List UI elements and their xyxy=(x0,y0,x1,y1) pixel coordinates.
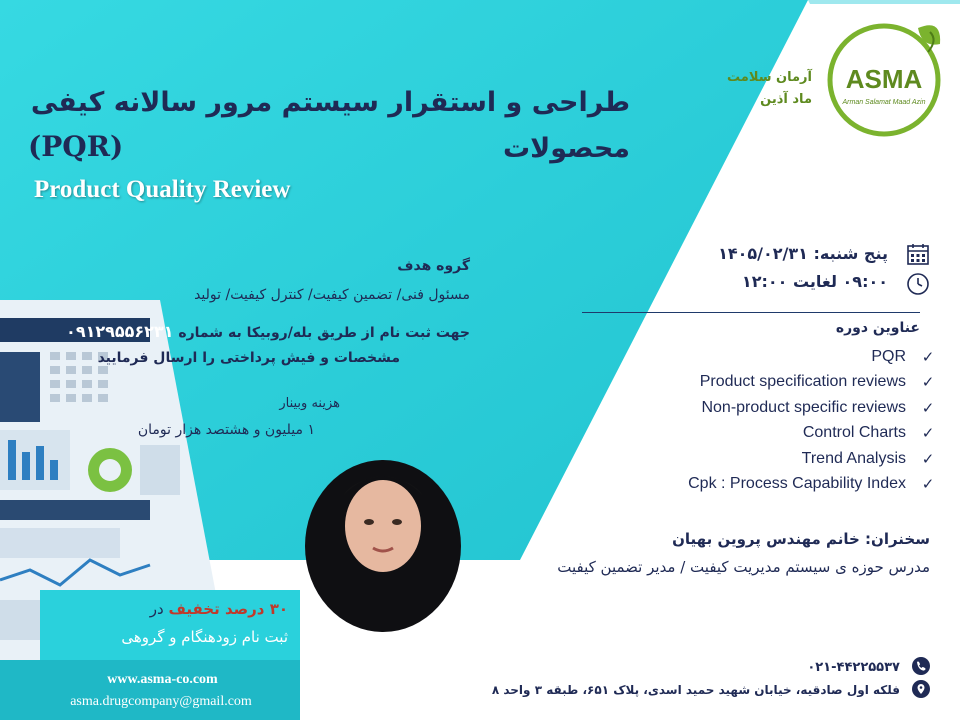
title-pqr: (PQR) xyxy=(28,130,124,163)
brand-name-line1: آرمان سلامت xyxy=(727,70,812,85)
discount-emphasis: ۳۰ درصد تخفیف xyxy=(168,600,288,618)
topics-list xyxy=(560,344,936,497)
discount-line2: ثبت نام زودهنگام و گروهی xyxy=(121,628,288,646)
calendar-icon xyxy=(906,242,930,270)
location-pin-icon xyxy=(912,680,930,702)
clock-icon xyxy=(906,272,930,300)
checkmark-icon: ✓ xyxy=(921,347,935,366)
website-link[interactable]: www.asma-co.com xyxy=(107,672,218,687)
title-english: Product Quality Review xyxy=(34,176,291,203)
speaker-bio: مدرس حوزه ی سیستم مدیریت کیفیت / مدیر تضمین کیفیت xyxy=(557,558,930,576)
speaker-photo xyxy=(303,436,463,632)
logo-subtitle: Arman Salamat Maad Azin xyxy=(842,99,926,106)
topic-label: Product specification reviews xyxy=(699,373,906,391)
list-item xyxy=(560,421,936,447)
discount-suffix: در xyxy=(149,600,164,618)
registration-phone[interactable]: ۰۹۱۲۹۵۵۶۲۳۱ xyxy=(66,322,174,341)
checkmark-icon: ✓ xyxy=(921,424,935,443)
teal-footer xyxy=(0,660,300,720)
registration-line2: مشخصات و فیش پرداختی را ارسال فرمایید xyxy=(97,350,400,366)
list-item xyxy=(560,370,936,396)
email-link[interactable]: asma.drugcompany@gmail.com xyxy=(70,694,252,709)
event-date: پنج شنبه: ۱۴۰۵/۰۲/۳۱ xyxy=(718,244,888,263)
phone-icon xyxy=(912,657,930,679)
address-text: فلکه اول صادقیه، خیابان شهید حمید اسدی، پلاک ۶۵۱، طبقه ۳ واحد ۸ xyxy=(491,683,900,697)
checkmark-icon: ✓ xyxy=(921,475,935,494)
list-item xyxy=(560,446,936,472)
speaker-heading: سخنران: خانم مهندس پروین بهیان xyxy=(672,530,930,548)
event-time: ۰۹:۰۰ لغایت ۱۲:۰۰ xyxy=(741,272,888,291)
discount-line1 xyxy=(120,600,288,618)
asma-logo xyxy=(822,18,944,138)
fee-heading: هزینه وبینار xyxy=(279,396,340,411)
topic-label: Cpk : Process Capability Index xyxy=(688,475,906,493)
topics-heading: عناوین دوره xyxy=(835,320,920,336)
fee-text: ۱ میلیون و هشتصد هزار تومان xyxy=(137,422,315,438)
title-persian: طراحی و استقرار سیستم مرور سالانه کیفی محصولات xyxy=(30,87,630,164)
registration-text: جهت ثبت نام از طریق بله/روبیکا به شماره xyxy=(178,325,470,341)
topic-label: Trend Analysis xyxy=(801,449,906,467)
registration-line1 xyxy=(60,322,470,341)
checkmark-icon: ✓ xyxy=(921,449,935,468)
phone-number[interactable]: ۰۲۱-۴۴۲۲۵۵۳۷ xyxy=(807,660,900,675)
divider-line xyxy=(582,312,920,313)
topic-label: Non-product specific reviews xyxy=(701,398,906,416)
list-item xyxy=(560,472,936,498)
logo-text: ASMA xyxy=(845,64,923,94)
brand-name-line2: ماد آذین xyxy=(760,92,812,107)
topic-label: Control Charts xyxy=(802,424,906,442)
checkmark-icon: ✓ xyxy=(921,373,935,392)
target-group-text: مسئول فنی/ تضمین کیفیت/ کنترل کیفیت/ تولید xyxy=(194,287,470,303)
list-item xyxy=(560,344,936,370)
list-item xyxy=(560,395,936,421)
checkmark-icon: ✓ xyxy=(921,398,935,417)
target-group-heading: گروه هدف xyxy=(397,258,470,274)
topic-label: PQR xyxy=(871,347,906,365)
